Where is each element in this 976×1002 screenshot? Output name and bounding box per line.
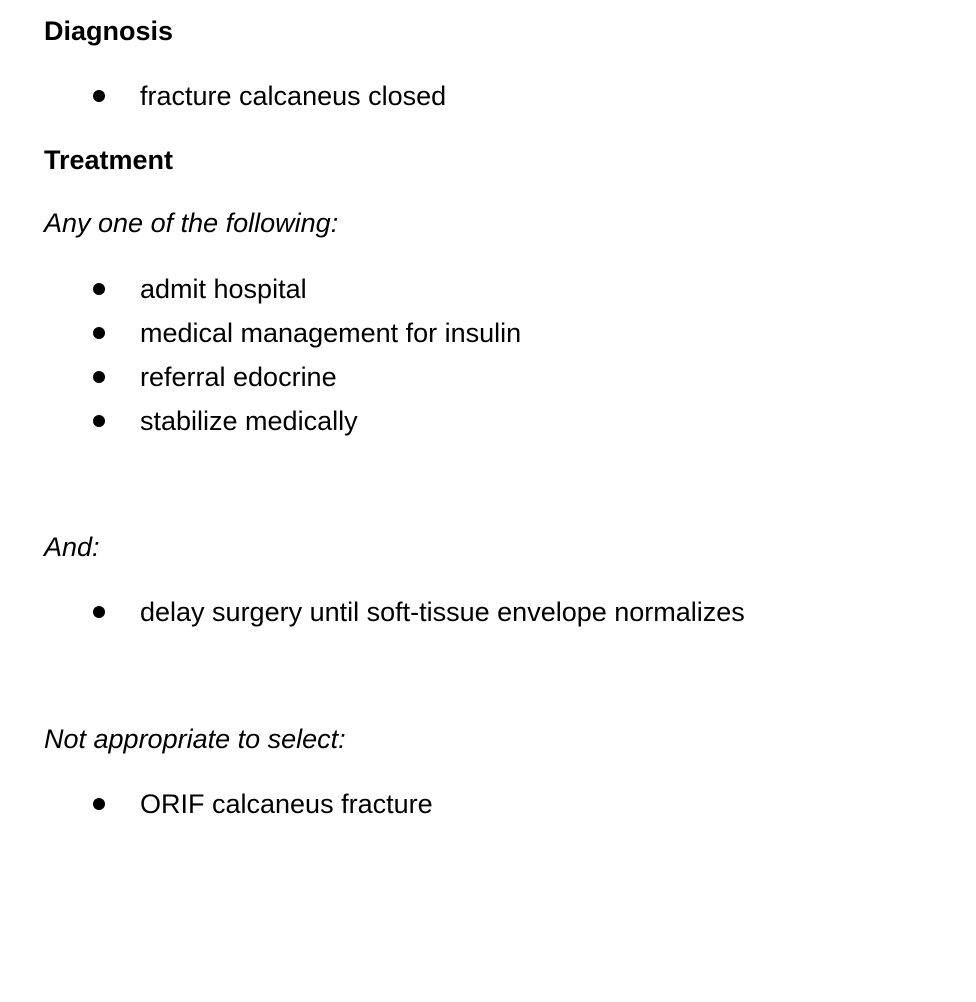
treatment-heading: Treatment (44, 145, 174, 175)
bullet-icon (93, 283, 105, 295)
not-appropriate-item-text: ORIF calcaneus fracture (140, 789, 433, 819)
diagnosis-item-text: fracture calcaneus closed (140, 81, 447, 111)
not-appropriate-label: Not appropriate to select: (44, 724, 346, 754)
bullet-icon (93, 90, 105, 102)
any-one-item-text: admit hospital (140, 274, 307, 304)
bullet-icon (93, 415, 105, 427)
bullet-icon (93, 798, 105, 810)
any-one-label: Any one of the following: (44, 208, 339, 238)
bullet-icon (93, 371, 105, 383)
any-one-item-text: medical management for insulin (140, 318, 522, 348)
bullet-icon (93, 327, 105, 339)
bullet-icon (93, 606, 105, 618)
any-one-item-text: referral edocrine (140, 362, 337, 392)
any-one-item-text: stabilize medically (140, 406, 358, 436)
and-label: And: (44, 532, 100, 562)
diagnosis-heading: Diagnosis (44, 16, 174, 46)
and-item-text: delay surgery until soft-tissue envelope normalizes (140, 597, 745, 627)
